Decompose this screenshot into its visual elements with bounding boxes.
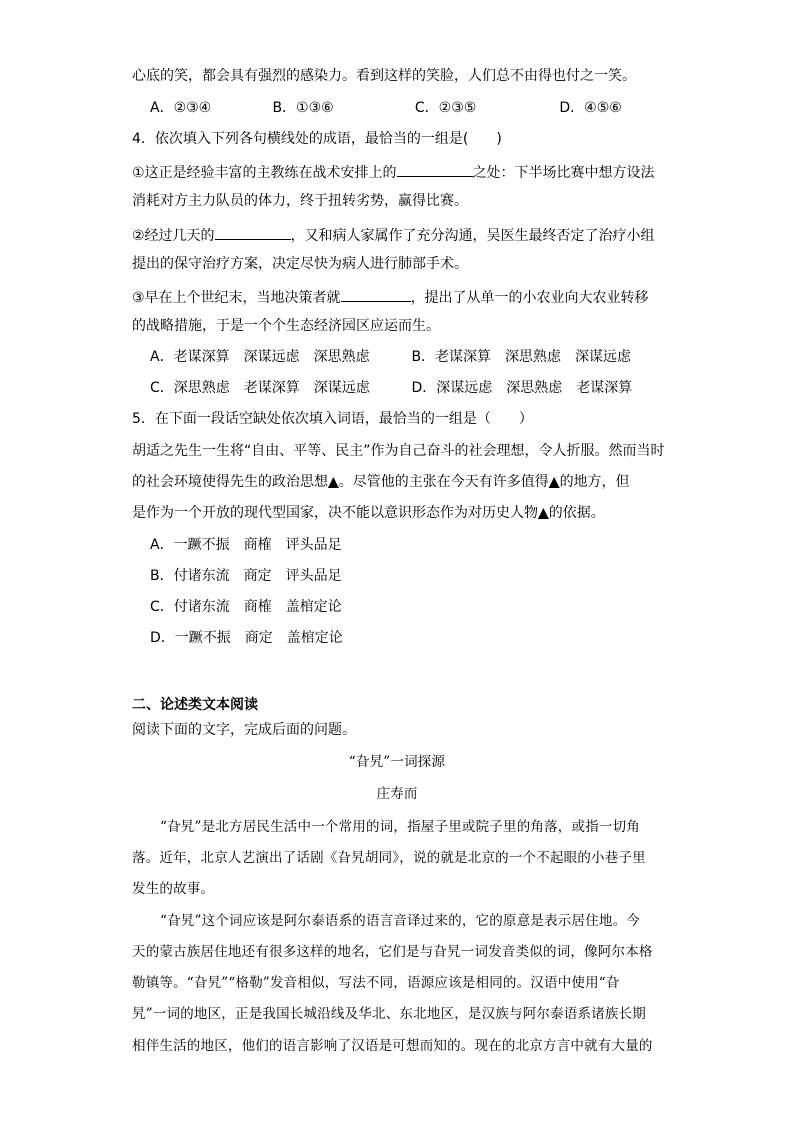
q3-option-c: C．②③⑤ <box>414 100 477 116</box>
article-paragraph-2: “旮旯”这个词应该是阿尔泰语系的语言音译过来的，它的原意是表示居住地。今 <box>160 913 641 929</box>
article-paragraph-1: “旮旯”是北方居民生活中一个常用的词，指屋子里或院子里的角落，或指一切角 <box>160 819 641 835</box>
q4-option-c: C．深思熟虑 老谋深算 深谋远虑 <box>150 380 370 396</box>
q5-option-d: D．一蹶不振 商定 盖棺定论 <box>150 630 343 646</box>
q3-option-b: B．①③⑥ <box>272 100 334 116</box>
q4-options-ab <box>0 347 794 367</box>
blank-marker: ▲ <box>538 505 549 521</box>
q4-sentence-1-cont: 消耗对方主力队员的体力，终于扭转劣势，赢得比赛。 <box>132 193 468 209</box>
article-paragraph-2-line-4: 旯”一词的地区，正是我国长城沿线及华北、东北地区，是汉族与阿尔泰语系诸族长期 <box>132 1006 647 1022</box>
q5-passage-1: 胡适之先生一生将“自由、平等、民主”作为自己奋斗的社会理想，令人折服。然而当时 <box>132 443 665 459</box>
q4-options-cd <box>0 378 794 398</box>
blank-line <box>341 285 411 302</box>
q4-title: 4．依次填入下列各句横线处的成语，最恰当的一组是( ) <box>132 131 502 147</box>
q4-sentence-1: ①这正是经验丰富的主教练在战术安排上的 之处：下半场比赛中想方设法 <box>0 160 794 183</box>
blank-marker: ▲ <box>328 474 339 490</box>
q4-option-b: B．老谋深算 深思熟虑 深谋远虑 <box>411 349 632 365</box>
q3-option-a: A．②③④ <box>150 100 212 116</box>
article-title: “旮旯”一词探源 <box>348 754 446 770</box>
q3-stem-end: 心底的笑，都会具有强烈的感染力。看到这样的笑脸，人们总不由得也付之一笑。 <box>132 68 636 84</box>
section-2-instruction: 阅读下面的文字，完成后面的问题。 <box>132 722 356 738</box>
q5-option-a: A．一蹶不振 商榷 评头品足 <box>150 537 342 553</box>
article-paragraph-2-line-3: 勒镇等。“旮旯”“格勒”发音相似，写法不同，语源应该是相同的。汉语中使用“旮 <box>132 975 620 991</box>
q5-option-c: C．付诸东流 商榷 盖棺定论 <box>150 599 342 615</box>
q4-sentence-3-cont: 的战略措施，于是一个个生态经济园区应运而生。 <box>132 318 440 334</box>
q3-option-d: D．④⑤⑥ <box>559 100 622 116</box>
article-paragraph-1-line-2: 落。近年，北京人艺演出了话剧《旮旯胡同》，说的就是北京的一个不起眼的小巷子里 <box>132 850 646 866</box>
q3-options <box>0 98 794 118</box>
article-paragraph-2-line-5: 相伴生活的地区，他们的语言影响了汉语是可想而知的。现在的北京方言中就有大量的 <box>132 1038 653 1054</box>
q5-title: 5．在下面一段话空缺处依次填入词语，最恰当的一组是（ ） <box>132 411 533 427</box>
q4-sentence-2-cont: 提出的保守治疗方案，决定尽快为病人进行肺部手术。 <box>132 256 468 272</box>
q4-sentence-2: ②经过几天的 ，又和病人家属作了充分沟通，吴医生最终否定了治疗小组 <box>0 223 794 246</box>
blank-line <box>215 223 291 240</box>
q4-option-a: A．老谋深算 深谋远虑 深思熟虑 <box>150 349 370 365</box>
article-paragraph-1-line-3: 发生的故事。 <box>132 881 215 897</box>
section-2-heading: 二、论述类文本阅读 <box>132 697 258 713</box>
q4-option-d: D．深谋远虑 深思熟虑 老谋深算 <box>411 380 633 396</box>
q4-sentence-3: ③早在上个世纪末，当地决策者就 ，提出了从单一的小农业向大农业转移 <box>0 285 794 308</box>
blank-marker: ▲ <box>548 474 560 490</box>
q5-option-b: B．付诸东流 商定 评头品足 <box>150 568 342 584</box>
blank-line <box>397 160 473 177</box>
article-author: 庄寿而 <box>376 786 418 802</box>
q5-passage-2: 的社会环境使得先生的政治思想▲。尽管他的主张在今天有许多值得▲的地方，但 <box>132 474 630 490</box>
article-paragraph-2-line-2: 天的蒙古族居住地还有很多这样的地名，它们是与旮旯一词发音类似的词，像阿尔本格 <box>132 944 653 960</box>
q5-passage-3: 是作为一个开放的现代型国家，决不能以意识形态作为对历史人物▲的依据。 <box>132 505 605 521</box>
